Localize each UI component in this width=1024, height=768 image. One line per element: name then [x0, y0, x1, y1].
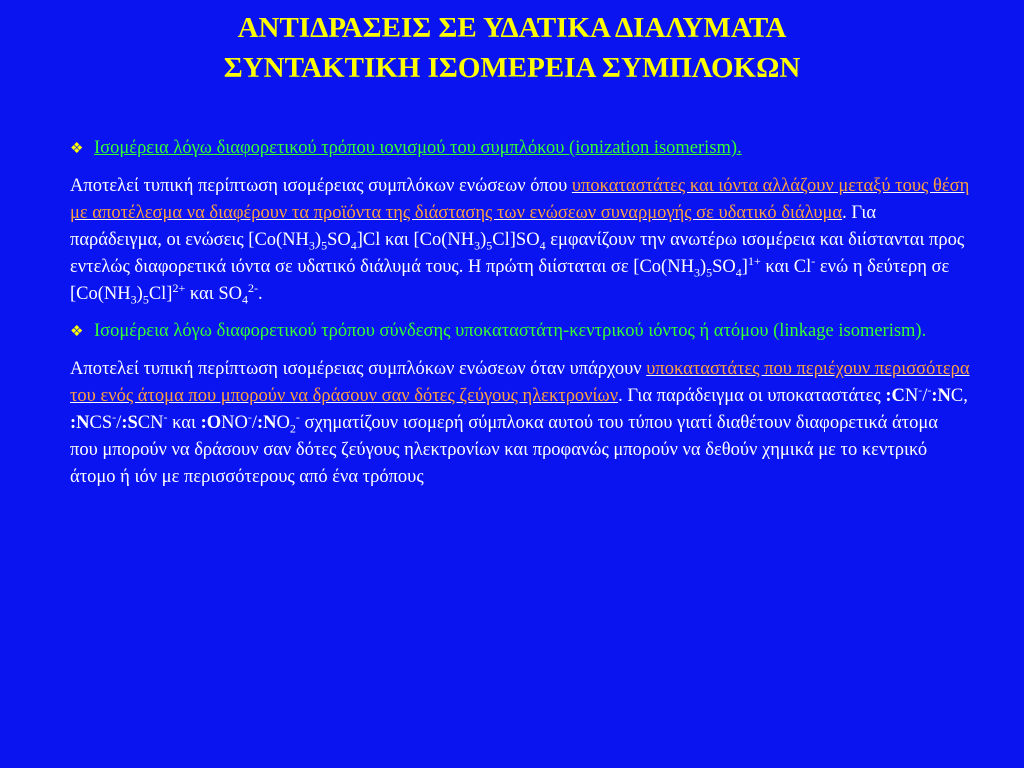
- subscript: 5: [486, 238, 493, 253]
- bullet-ionization: [70, 135, 970, 163]
- subscript: 4: [735, 265, 742, 280]
- para1-text: και Cl: [760, 257, 812, 277]
- superscript: -: [295, 409, 300, 424]
- subscript: 5: [321, 238, 328, 253]
- paragraph-linkage: [70, 356, 970, 491]
- para2-highlight: υποκαταστάτες που περιέχουν περισσότερα του ενός άτομα που μπορούν να δράσουν σαν δότες ζεύγους ηλεκτρονίων: [70, 359, 970, 406]
- superscript: -: [927, 382, 932, 397]
- para2-text: CS: [89, 413, 113, 433]
- para1-text: SO: [327, 230, 351, 250]
- superscript: -: [163, 409, 168, 424]
- para1-text: και SO: [185, 284, 242, 304]
- subscript: 3: [474, 238, 481, 253]
- para2-text: /: [116, 413, 122, 433]
- title-line-1: ΑΝΤΙΔΡΑΣΕΙΣ ΣΕ ΥΔΑΤΙΚΑ ΔΙΑΛΥΜΑΤΑ: [237, 12, 787, 44]
- para1-intro: Αποτελεί τυπική περίπτωση ισομέρειας συμπλόκων ενώσεων όπου: [70, 176, 572, 196]
- title-line-2: ΣΥΝΤΑΚΤΙΚΗ ΙΣΟΜΕΡΕΙΑ ΣΥΜΠΛΟΚΩΝ: [223, 52, 801, 84]
- superscript: -: [247, 409, 252, 424]
- bold-atom: :N: [257, 413, 277, 433]
- para1-text: Cl]: [148, 284, 173, 304]
- para1-text: ): [314, 230, 322, 250]
- superscript: -: [112, 409, 117, 424]
- para2-text: CN: [137, 413, 164, 433]
- para1-text: ): [699, 257, 707, 277]
- para1-text: ]: [741, 257, 748, 277]
- para2-text: N: [904, 386, 919, 406]
- superscript: -: [811, 253, 816, 268]
- subscript: 2: [289, 421, 296, 436]
- para1-text: ): [480, 230, 487, 250]
- bullet-linkage-text: Ισομέρεια λόγω διαφορετικού τρόπου σύνδεσης υποκαταστάτη-κεντρικού ιόντος ή ατόμου (linkage isomerism).: [94, 321, 927, 341]
- subscript: 5: [706, 265, 713, 280]
- superscript: -: [918, 382, 923, 397]
- para2-text: σχηματίζουν ισομερή σύμπλοκα αυτού του τύπου γιατί διαθέτουν διαφορετικά άτομα που μπορούν να δράσουν σαν δότες ζεύγους ηλεκτρονίων και προφανώς μπορούν να δεθούν χημικά με το κεντρικό άτομο ή ιόν με περισσότερους από ένα τρόπους: [70, 413, 938, 487]
- slide-content: [70, 135, 970, 501]
- para1-text: SO: [712, 257, 736, 277]
- slide-title: [0, 8, 1024, 88]
- para1-text: Cl]SO: [492, 230, 540, 250]
- subscript: 4: [539, 238, 546, 253]
- para2-text: NO: [221, 413, 248, 433]
- para1-text: .: [257, 284, 263, 304]
- subscript: 4: [241, 292, 248, 307]
- para1-text: ενώ η δεύτερη σε [Co(NH: [70, 257, 950, 304]
- para2-text: /: [922, 386, 928, 406]
- superscript: 2+: [172, 280, 186, 295]
- para2-text: και: [167, 413, 201, 433]
- para1-highlight: υποκαταστάτες και ιόντα αλλάζουν μεταξύ τους θέση με αποτέλεσμα να διαφέρουν τα προϊόντα της διάστασης των ενώσεων συναρμογής σε υδατικό διάλυμα: [70, 176, 970, 223]
- para1-text: εμφανίζουν την ανωτέρω ισομέρεια και διίστανται προς εντελώς διαφορετικά ιόντα σε υδατικό διάλυμά τους. Η πρώτη διίσταται σε [Co(NH: [70, 230, 965, 277]
- subscript: 5: [142, 292, 149, 307]
- bold-atom: :O: [200, 413, 222, 433]
- bold-atom: :N: [931, 386, 951, 406]
- subscript: 3: [308, 238, 315, 253]
- subscript: 3: [130, 292, 137, 307]
- para1-text: ]Cl και [Co(NH: [356, 230, 475, 250]
- bullet-linkage: [70, 318, 970, 346]
- diamond-bullet-icon: ❖: [70, 141, 84, 157]
- subscript: 3: [693, 265, 700, 280]
- bold-atom: :C: [885, 386, 905, 406]
- bold-atom: :N: [70, 413, 90, 433]
- para2-text: C,: [950, 386, 968, 406]
- para1-text: ): [136, 284, 143, 304]
- bold-atom: :S: [121, 413, 138, 433]
- para2-text: O: [276, 413, 290, 433]
- diamond-bullet-icon: ❖: [70, 324, 84, 340]
- bullet-ionization-text: Ισομέρεια λόγω διαφορετικού τρόπου ιονισμού του συμπλόκου (ionization isomerism).: [94, 138, 742, 158]
- para2-text: /: [251, 413, 257, 433]
- para2-intro: Αποτελεί τυπική περίπτωση ισομέρειας συμπλόκων ενώσεων όταν υπάρχουν: [70, 359, 647, 379]
- superscript: 2-: [247, 280, 258, 295]
- subscript: 4: [350, 238, 357, 253]
- superscript: 1+: [747, 253, 761, 268]
- para1-text: . Για παράδειγμα, οι ενώσεις [Co(NH: [70, 203, 877, 250]
- para2-text: . Για παράδειγμα οι υποκαταστάτες: [618, 386, 886, 406]
- paragraph-ionization: [70, 173, 970, 308]
